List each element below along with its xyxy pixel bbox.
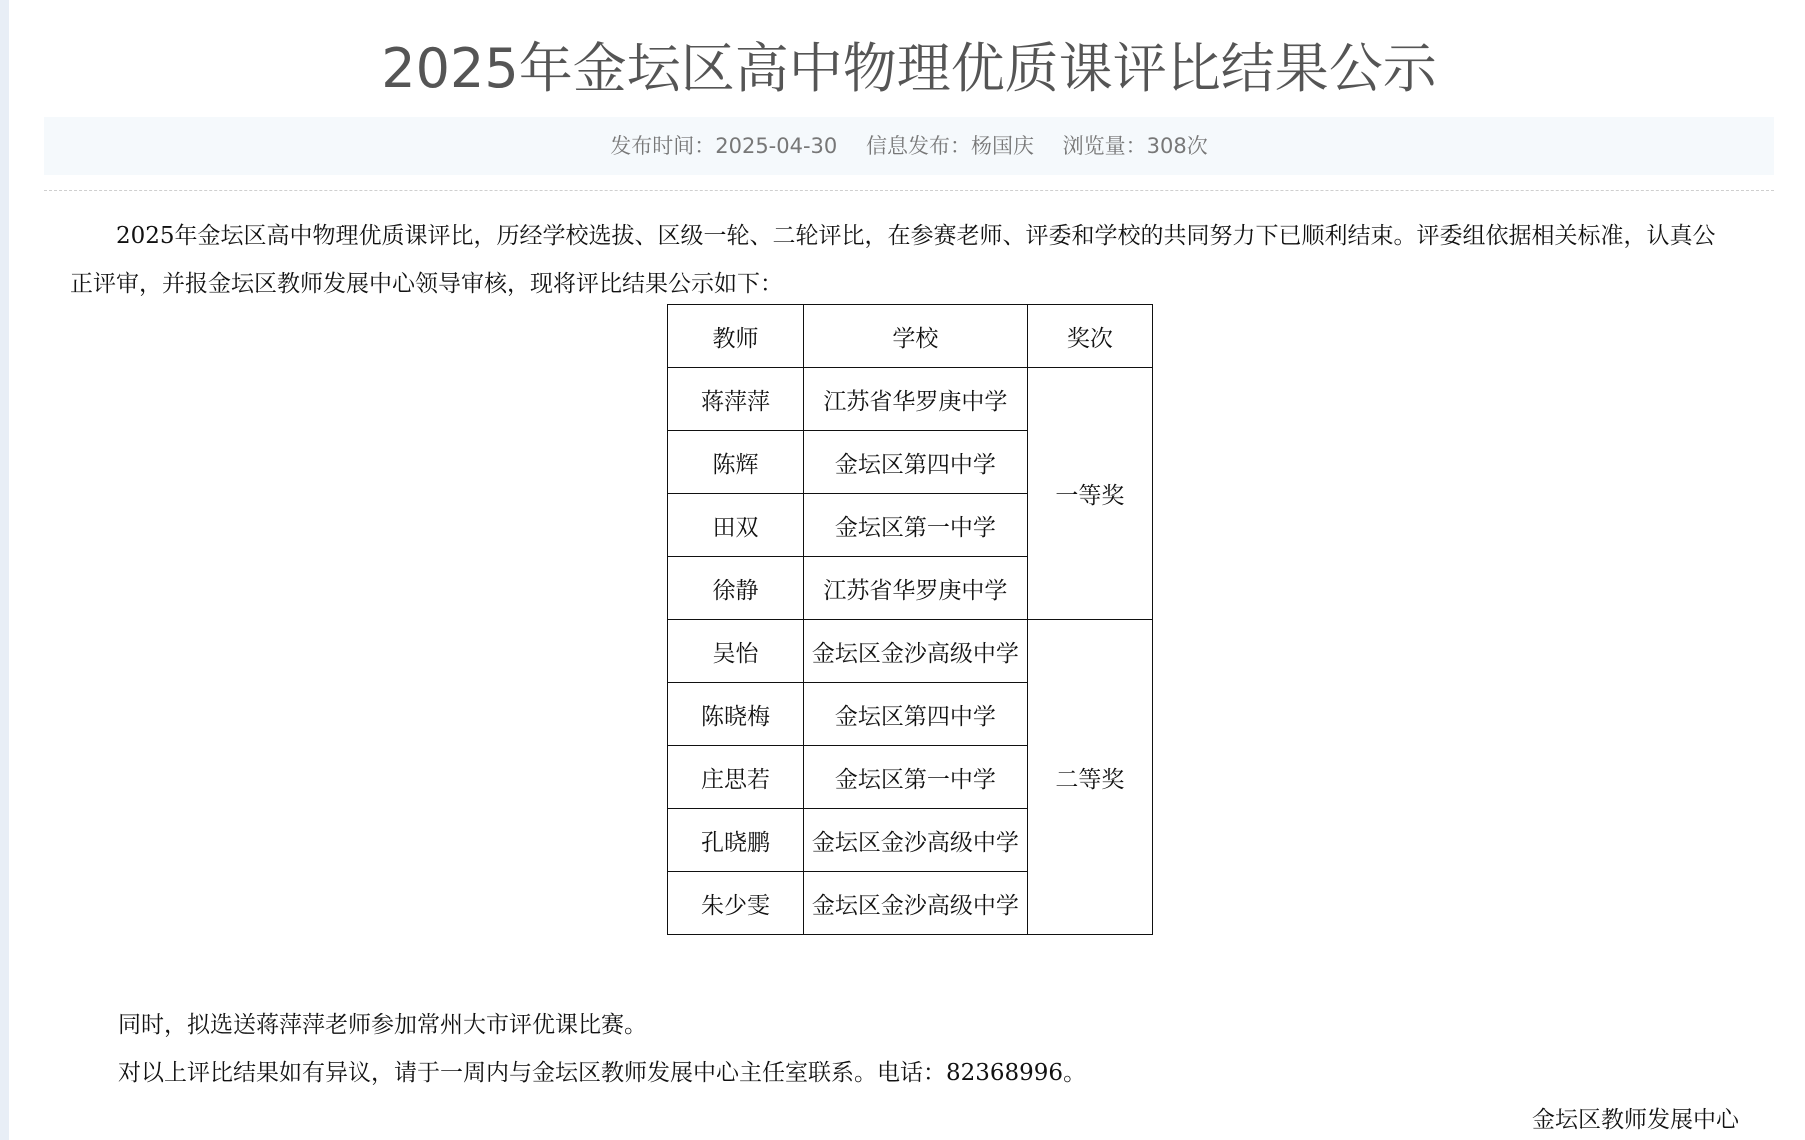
page-left-strip [0, 0, 9, 1140]
award-cell-second-prize: 二等奖 [1027, 620, 1152, 935]
view-count [1063, 134, 1208, 158]
results-table [667, 304, 1153, 935]
article-meta-line [44, 117, 1774, 175]
header-school: 学校 [804, 305, 1028, 368]
results-table-head [668, 305, 1153, 368]
school-cell: 金坛区第一中学 [804, 746, 1028, 809]
publish-time-label: 发布时间： [610, 134, 716, 158]
article-meta-bar [44, 117, 1774, 175]
school-cell: 金坛区第四中学 [804, 431, 1028, 494]
teacher-cell: 蒋萍萍 [668, 368, 804, 431]
teacher-cell: 陈辉 [668, 431, 804, 494]
article-title: 2025年金坛区高中物理优质课评比结果公示 [381, 37, 1437, 100]
header-teacher: 教师 [668, 305, 804, 368]
table-row [668, 368, 1153, 431]
objection-contact-note: 对以上评比结果如有异议，请于一周内与金坛区教师发展中心主任室联系。电话：82368996。 [118, 1060, 1087, 1086]
school-cell: 江苏省华罗庚中学 [804, 368, 1028, 431]
school-cell: 金坛区金沙高级中学 [804, 620, 1028, 683]
school-cell: 金坛区第一中学 [804, 494, 1028, 557]
teacher-cell: 陈晓梅 [668, 683, 804, 746]
school-cell: 江苏省华罗庚中学 [804, 557, 1028, 620]
signature: 金坛区教师发展中心 [1532, 1107, 1739, 1133]
teacher-cell: 吴怡 [668, 620, 804, 683]
publish-time-value: 2025-04-30 [715, 134, 838, 158]
intro-paragraph: 2025年金坛区高中物理优质课评比，历经学校选拔、区级一轮、二轮评比，在参赛老师、评委和学校的共同努力下已顺利结束。评委组依据相关标准，认真公正评审，并报金坛区教师发展中心领导审核，现将评比结果公示如下： [70, 223, 1716, 297]
meta-divider [44, 190, 1774, 191]
results-table-body [668, 368, 1153, 935]
award-cell-first-prize: 一等奖 [1027, 368, 1152, 620]
school-cell: 金坛区金沙高级中学 [804, 872, 1028, 935]
teacher-cell: 徐静 [668, 557, 804, 620]
view-count-label: 浏览量： [1062, 134, 1147, 158]
teacher-cell: 孔晓鹏 [668, 809, 804, 872]
table-row [668, 620, 1153, 683]
header-award: 奖次 [1027, 305, 1152, 368]
publisher [866, 134, 1034, 158]
teacher-cell: 庄思若 [668, 746, 804, 809]
teacher-cell: 朱少雯 [668, 872, 804, 935]
publisher-label: 信息发布： [865, 134, 971, 158]
recommendation-note: 同时，拟选送蒋萍萍老师参加常州大市评优课比赛。 [118, 1012, 647, 1038]
teacher-cell: 田双 [668, 494, 804, 557]
publish-time [610, 134, 837, 158]
publisher-value: 杨国庆 [970, 134, 1034, 158]
school-cell: 金坛区金沙高级中学 [804, 809, 1028, 872]
view-count-value: 308次 [1146, 134, 1208, 158]
school-cell: 金坛区第四中学 [804, 683, 1028, 746]
table-header-row [668, 305, 1153, 368]
